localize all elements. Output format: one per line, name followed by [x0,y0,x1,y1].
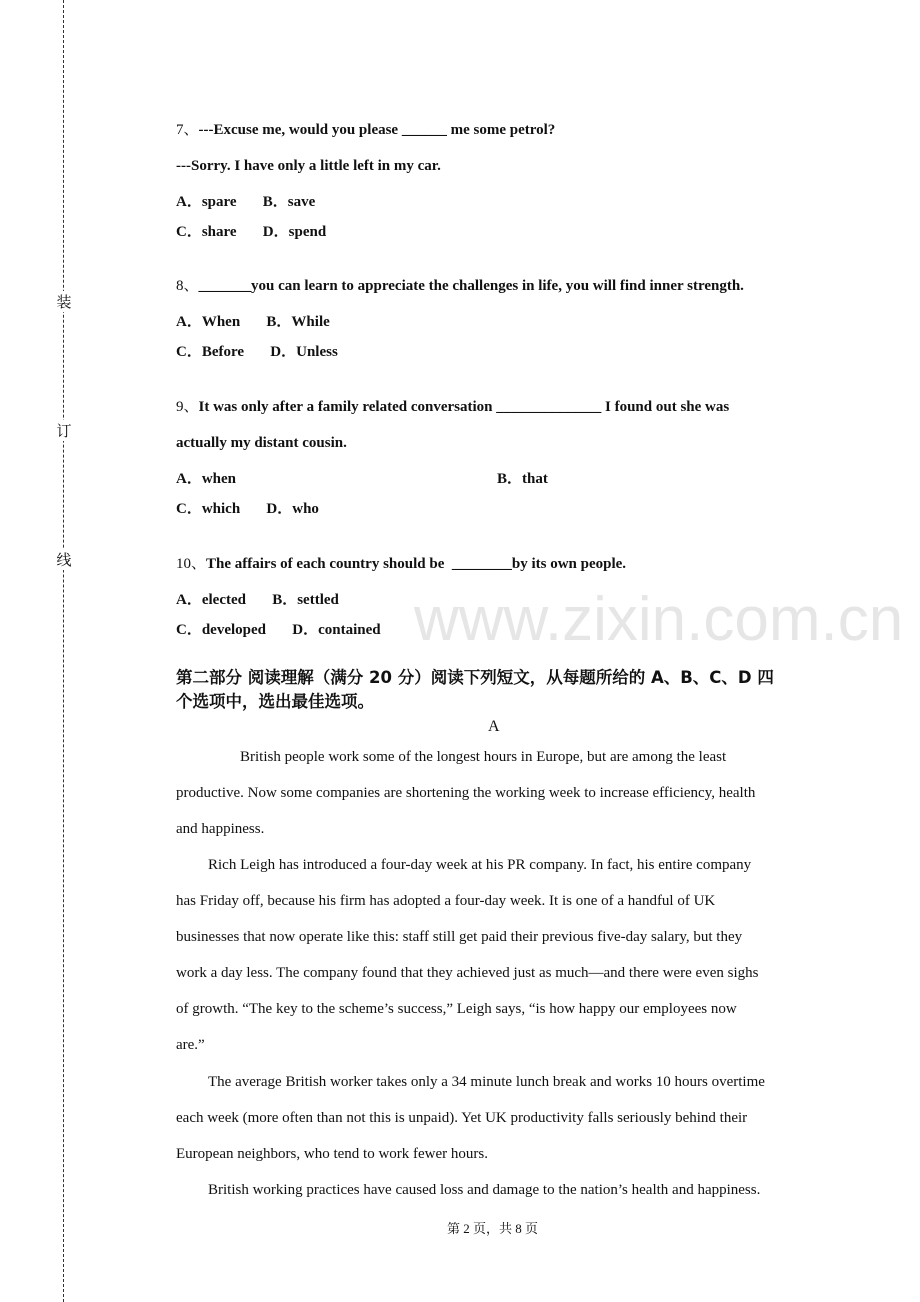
question-10: 10、The affairs of each country should be ________by its own people. [176,556,627,572]
question-8-options: A．When B．While [176,314,330,330]
question-9-line: actually my distant cousin. [176,435,347,451]
question-9-option-a: A．when [176,471,237,487]
binding-char: 装 [56,293,72,311]
passage-line: Rich Leigh has introduced a four-day week at his PR company. In fact, his entire company [208,857,752,873]
passage-label: A [488,718,500,735]
question-9-option-b: B．that [497,471,548,487]
question-7: 7、---Excuse me, would you please ______ me some petrol? [176,122,556,138]
question-8: 8、_______you can learn to appreciate the challenges in life, you will find inner strength. [176,278,744,294]
binding-line [63,0,64,1302]
watermark: www.zixin.com.cn [414,585,904,654]
binding-char: 线 [56,551,72,569]
page-footer: 第 2 页，共 8 页 [446,1221,538,1236]
section-heading: 第二部分 阅读理解（满分 20 分）阅读下列短文，从每题所给的 A、B、C、D 四 [176,668,774,687]
passage-line: each week (more often than not this is unpaid). Yet UK productivity falls seriously behind their [176,1110,748,1126]
passage-line: European neighbors, who tend to work fewer hours. [176,1146,489,1162]
passage-line: work a day less. The company found that they achieved just as much—and there were even sighs [176,965,759,981]
question-7-options: A．spare B．save [176,194,316,210]
passage-line: British working practices have caused loss and damage to the nation’s health and happiness. [208,1182,761,1198]
passage-line: British people work some of the longest hours in Europe, but are among the least [240,749,727,765]
passage-line: has Friday off, because his firm has adopted a four-day week. It is one of a handful of UK [176,893,716,909]
passage-line: and happiness. [176,821,265,837]
question-9-options: C．which D．who [176,501,319,517]
question-9: 9、It was only after a family related conversation ______________ I found out she was [176,399,730,415]
binding-char: 订 [56,422,72,440]
question-10-options: C．developed D．contained [176,622,381,638]
section-heading: 个选项中，选出最佳选项。 [176,692,374,711]
question-10-options: A．elected B．settled [176,592,339,608]
question-7-options: C．share D．spend [176,224,327,240]
question-8-options: C．Before D．Unless [176,344,338,360]
passage-line: The average British worker takes only a 34 minute lunch break and works 10 hours overtime [208,1074,765,1090]
passage-line: of growth. “The key to the scheme’s success,” Leigh says, “is how happy our employees now [176,1001,737,1017]
passage-line: are.” [176,1037,205,1053]
passage-line: businesses that now operate like this: staff still get paid their previous five-day salary, but they [176,929,743,945]
passage-line: productive. Now some companies are shortening the working week to increase efficiency, health [176,785,756,801]
question-7-line: ---Sorry. I have only a little left in my car. [176,158,441,174]
